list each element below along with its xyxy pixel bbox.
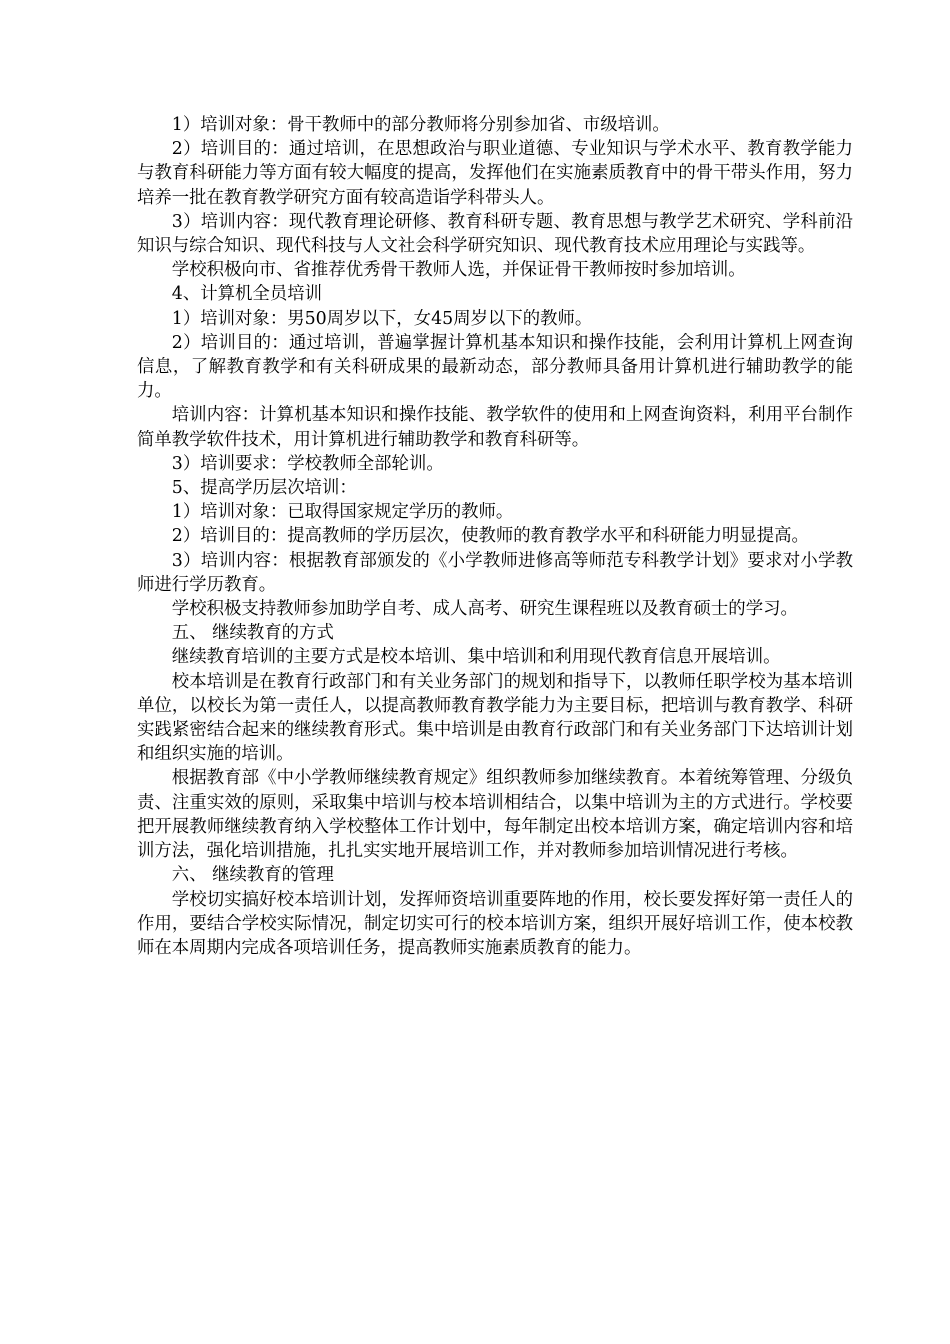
paragraph: 继续教育培训的主要方式是校本培训、集中培训和利用现代教育信息开展培训。 bbox=[171, 647, 781, 668]
paragraph: 学校切实搞好校本培训计划，发挥师资培训重要阵地的作用，校长要发挥好第一责任人的作用，要结合学校实际情况，制定切实可行的校本培训方案，组织开展好培训工作，使本校教师在本周期内完成各项培训任务，提高教师实施素质教育的能力。 bbox=[137, 889, 853, 958]
paragraph: 2）培训目的：提高教师的学历层次，使教师的教育教学水平和科研能力明显提高。 bbox=[171, 526, 809, 547]
paragraph: 培训内容：计算机基本知识和操作技能、教学软件的使用和上网查询资料，利用平台制作简单教学软件技术，用计算机进行辅助教学和教育科研等。 bbox=[137, 405, 853, 450]
section-heading: 5、提高学历层次培训： bbox=[171, 478, 357, 499]
paragraph: 学校积极向市、省推荐优秀骨干教师人选，并保证骨干教师按时参加培训。 bbox=[171, 260, 746, 281]
paragraph: 3）培训内容：现代教育理论研修、教育科研专题、教育思想与教学艺术研究、学科前沿知识与综合知识、现代科技与人文社会科学研究知识、现代教育技术应用理论与实践等。 bbox=[137, 211, 853, 257]
paragraph: 3）培训要求：学校教师全部轮训。 bbox=[171, 453, 444, 474]
paragraph: 根据教育部《中小学教师继续教育规定》组织教师参加继续教育。本着统筹管理、分级负责、注重实效的原则，采取集中培训与校本培训相结合，以集中培训为主的方式进行。学校要把开展教师继续教育纳入学校整体工作计划中，每年制定出校本培训方案，确定培训内容和培训方法，强化培训措施，扎扎实实地开展培训工作，并对教师参加培训情况进行考核。 bbox=[137, 768, 853, 862]
section-heading: 五、 继续教育的方式 bbox=[171, 623, 334, 644]
paragraph: 2）培训目的：通过培训，在思想政治与职业道德、专业知识与学术水平、教育教学能力与教育科研能力等方面有较大幅度的提高，发挥他们在实施素质教育中的骨干带头作用，努力培养一批在教育教学研究方面有较高造诣学科带头人。 bbox=[137, 139, 853, 208]
section-heading: 4、计算机全员培训 bbox=[171, 284, 322, 305]
document-body bbox=[137, 113, 853, 960]
section-heading: 六、 继续教育的管理 bbox=[171, 865, 334, 886]
paragraph: 3）培训内容：根据教育部颁发的《小学教师进修高等师范专科教学计划》要求对小学教师进行学历教育。 bbox=[137, 550, 853, 595]
paragraph: 校本培训是在教育行政部门和有关业务部门的规划和指导下，以教师任职学校为基本培训单位，以校长为第一责任人，以提高教师教育教学能力为主要目标，把培训与教育教学、科研实践紧密结合起来的继续教育形式。集中培训是由教育行政部门和有关业务部门下达培训计划和组织实施的培训。 bbox=[137, 671, 853, 765]
paragraph: 学校积极支持教师参加助学自考、成人高考、研究生课程班以及教育硕士的学习。 bbox=[171, 599, 798, 620]
paragraph: 1）培训对象：男50周岁以下，女45周岁以下的教师。 bbox=[171, 308, 593, 329]
paragraph: 1）培训对象：已取得国家规定学历的教师。 bbox=[171, 502, 514, 523]
paragraph: 1）培训对象：骨干教师中的部分教师将分别参加省、市级培训。 bbox=[171, 115, 670, 135]
paragraph: 2）培训目的：通过培训，普遍掌握计算机基本知识和操作技能，会利用计算机上网查询信息，了解教育教学和有关科研成果的最新动态，部分教师具备用计算机进行辅助教学的能力。 bbox=[137, 332, 853, 402]
